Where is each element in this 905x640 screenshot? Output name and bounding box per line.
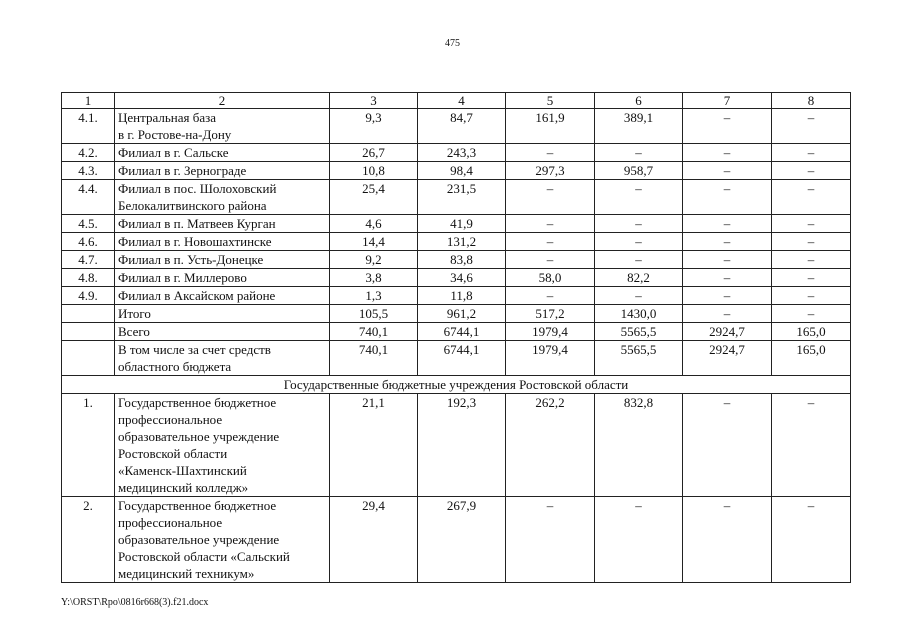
value-cell: – xyxy=(772,180,851,215)
value-cell: 297,3 xyxy=(506,162,595,180)
row-number: 4.2. xyxy=(62,144,115,162)
value-cell: – xyxy=(683,497,772,583)
value-cell: – xyxy=(772,394,851,497)
value-cell: – xyxy=(683,251,772,269)
row-number: 4.9. xyxy=(62,287,115,305)
value-cell: 5565,5 xyxy=(595,341,683,376)
row-name: Филиал в г. Зернограде xyxy=(115,162,330,180)
column-header: 2 xyxy=(115,93,330,109)
value-cell: 4,6 xyxy=(330,215,418,233)
row-number xyxy=(62,323,115,341)
value-cell: 6744,1 xyxy=(418,341,506,376)
row-number xyxy=(62,341,115,376)
row-name: Филиал в г. Сальске xyxy=(115,144,330,162)
table-row xyxy=(62,305,851,323)
value-cell: 192,3 xyxy=(418,394,506,497)
section-row xyxy=(62,376,851,394)
value-cell: 34,6 xyxy=(418,269,506,287)
row-number: 2. xyxy=(62,497,115,583)
value-cell: – xyxy=(595,215,683,233)
row-number: 4.5. xyxy=(62,215,115,233)
value-cell: – xyxy=(772,305,851,323)
column-header: 1 xyxy=(62,93,115,109)
table-row xyxy=(62,394,851,497)
value-cell: – xyxy=(506,497,595,583)
value-cell: 131,2 xyxy=(418,233,506,251)
value-cell: – xyxy=(772,215,851,233)
value-cell: 2924,7 xyxy=(683,341,772,376)
value-cell: – xyxy=(772,162,851,180)
row-name: Филиал в п. Матвеев Курган xyxy=(115,215,330,233)
value-cell: 2924,7 xyxy=(683,323,772,341)
value-cell: – xyxy=(772,287,851,305)
row-name: В том числе за счет средств областного бюджета xyxy=(115,341,330,376)
value-cell: – xyxy=(683,109,772,144)
value-cell: – xyxy=(595,233,683,251)
table-row xyxy=(62,287,851,305)
column-header: 5 xyxy=(506,93,595,109)
value-cell: – xyxy=(772,269,851,287)
row-name: Итого xyxy=(115,305,330,323)
value-cell: 83,8 xyxy=(418,251,506,269)
table-row xyxy=(62,233,851,251)
value-cell: 5565,5 xyxy=(595,323,683,341)
row-name: Государственное бюджетное профессиональное образовательное учреждение Ростовской области «Каменск-Шахтинский медицинский колледж» xyxy=(115,394,330,497)
value-cell: 21,1 xyxy=(330,394,418,497)
value-cell: 389,1 xyxy=(595,109,683,144)
value-cell: 165,0 xyxy=(772,341,851,376)
value-cell: 105,5 xyxy=(330,305,418,323)
row-name: Филиал в г. Новошахтинске xyxy=(115,233,330,251)
row-number: 4.6. xyxy=(62,233,115,251)
column-header: 4 xyxy=(418,93,506,109)
table-row xyxy=(62,269,851,287)
value-cell: – xyxy=(772,109,851,144)
value-cell: 14,4 xyxy=(330,233,418,251)
table-row xyxy=(62,323,851,341)
table-row xyxy=(62,215,851,233)
value-cell: – xyxy=(683,233,772,251)
table-row xyxy=(62,109,851,144)
value-cell: 1979,4 xyxy=(506,341,595,376)
row-name: Филиал в г. Миллерово xyxy=(115,269,330,287)
table-row xyxy=(62,180,851,215)
value-cell: 3,8 xyxy=(330,269,418,287)
row-name: Филиал в пос. Шолоховский Белокалитвинского района xyxy=(115,180,330,215)
value-cell: 165,0 xyxy=(772,323,851,341)
row-name: Всего xyxy=(115,323,330,341)
data-table xyxy=(61,92,851,583)
row-number: 4.3. xyxy=(62,162,115,180)
value-cell: 267,9 xyxy=(418,497,506,583)
value-cell: 9,2 xyxy=(330,251,418,269)
value-cell: 1979,4 xyxy=(506,323,595,341)
value-cell: – xyxy=(595,497,683,583)
value-cell: – xyxy=(506,251,595,269)
value-cell: 1,3 xyxy=(330,287,418,305)
value-cell: – xyxy=(506,144,595,162)
value-cell: – xyxy=(683,215,772,233)
row-number: 4.1. xyxy=(62,109,115,144)
value-cell: – xyxy=(506,215,595,233)
value-cell: – xyxy=(772,233,851,251)
row-number: 4.8. xyxy=(62,269,115,287)
value-cell: 29,4 xyxy=(330,497,418,583)
value-cell: – xyxy=(506,287,595,305)
section-title: Государственные бюджетные учреждения Ростовской области xyxy=(62,376,851,394)
row-number: 1. xyxy=(62,394,115,497)
value-cell: 26,7 xyxy=(330,144,418,162)
table-row xyxy=(62,251,851,269)
value-cell: 740,1 xyxy=(330,323,418,341)
column-header: 8 xyxy=(772,93,851,109)
table-row xyxy=(62,144,851,162)
value-cell: – xyxy=(683,269,772,287)
row-number xyxy=(62,305,115,323)
row-name: Государственное бюджетное профессиональное образовательное учреждение Ростовской области «Сальский медицинский техникум» xyxy=(115,497,330,583)
column-header: 6 xyxy=(595,93,683,109)
value-cell: – xyxy=(595,144,683,162)
value-cell: 82,2 xyxy=(595,269,683,287)
value-cell: 84,7 xyxy=(418,109,506,144)
value-cell: 243,3 xyxy=(418,144,506,162)
value-cell: 9,3 xyxy=(330,109,418,144)
value-cell: 6744,1 xyxy=(418,323,506,341)
value-cell: 231,5 xyxy=(418,180,506,215)
value-cell: – xyxy=(683,394,772,497)
value-cell: – xyxy=(595,287,683,305)
value-cell: 11,8 xyxy=(418,287,506,305)
value-cell: – xyxy=(772,251,851,269)
value-cell: 958,7 xyxy=(595,162,683,180)
value-cell: 832,8 xyxy=(595,394,683,497)
row-name: Филиал в Аксайском районе xyxy=(115,287,330,305)
value-cell: 10,8 xyxy=(330,162,418,180)
value-cell: 98,4 xyxy=(418,162,506,180)
value-cell: 41,9 xyxy=(418,215,506,233)
value-cell: – xyxy=(772,497,851,583)
value-cell: – xyxy=(683,180,772,215)
value-cell: 961,2 xyxy=(418,305,506,323)
row-number: 4.4. xyxy=(62,180,115,215)
value-cell: – xyxy=(506,233,595,251)
value-cell: – xyxy=(506,180,595,215)
value-cell: 517,2 xyxy=(506,305,595,323)
page-number: 475 xyxy=(445,38,460,49)
table-row xyxy=(62,341,851,376)
column-header: 3 xyxy=(330,93,418,109)
file-path-footer: Y:\ORST\Rpo\0816r668(3).f21.docx xyxy=(61,597,209,608)
row-name: Центральная база в г. Ростове-на-Дону xyxy=(115,109,330,144)
value-cell: 161,9 xyxy=(506,109,595,144)
table-row xyxy=(62,162,851,180)
row-name: Филиал в п. Усть-Донецке xyxy=(115,251,330,269)
value-cell: – xyxy=(595,180,683,215)
value-cell: – xyxy=(595,251,683,269)
value-cell: – xyxy=(683,162,772,180)
column-header-row xyxy=(62,93,851,109)
value-cell: 25,4 xyxy=(330,180,418,215)
value-cell: 740,1 xyxy=(330,341,418,376)
value-cell: – xyxy=(683,305,772,323)
table-row xyxy=(62,497,851,583)
value-cell: 1430,0 xyxy=(595,305,683,323)
value-cell: – xyxy=(683,144,772,162)
value-cell: 58,0 xyxy=(506,269,595,287)
value-cell: 262,2 xyxy=(506,394,595,497)
value-cell: – xyxy=(772,144,851,162)
column-header: 7 xyxy=(683,93,772,109)
value-cell: – xyxy=(683,287,772,305)
row-number: 4.7. xyxy=(62,251,115,269)
